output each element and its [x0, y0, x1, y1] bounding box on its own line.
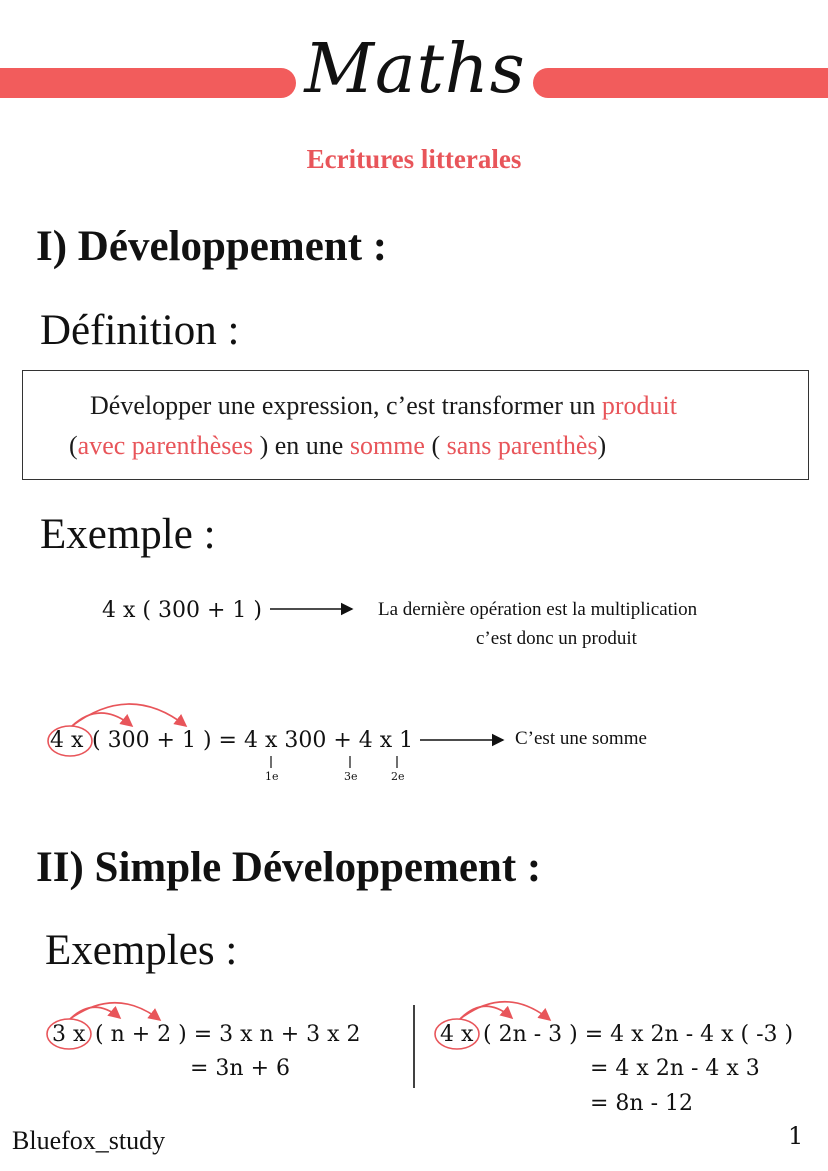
definition-text-1: Développer une expression, c’est transformer un — [90, 391, 596, 420]
section2-heading: II) Simple Développement : — [36, 844, 542, 891]
example2-expression: ( 300 + 1 ) = 4 x 300 + 4 x 1 — [92, 728, 414, 753]
left-arc-1 — [70, 1007, 120, 1019]
definition-keyword-somme: somme — [349, 431, 425, 460]
left-factor-circle — [47, 1019, 91, 1049]
right-example-line1: ( 2n - 3 ) = 4 x 2n - 4 x ( -3 ) — [483, 1022, 794, 1047]
footer-author: Bluefox_study — [12, 1126, 166, 1155]
right-example-factor: 4 x — [440, 1022, 474, 1047]
example2-note: C’est une somme — [515, 728, 647, 749]
definition-keyword-produit: produit — [601, 391, 677, 420]
left-example-line2: = 3n + 6 — [190, 1056, 291, 1081]
example1-note-line2: c’est donc un produit — [476, 628, 637, 649]
example-label: Exemple : — [40, 511, 216, 558]
order-label-1: 1e — [265, 770, 279, 783]
order-label-2: 2e — [391, 770, 405, 783]
example1-expression: 4 x ( 300 + 1 ) — [102, 598, 262, 623]
examples-label: Exemples : — [45, 927, 238, 974]
section1-heading: I) Développement : — [36, 223, 388, 270]
page-title: Maths — [304, 30, 526, 109]
paren-open-2: ( — [431, 431, 441, 460]
left-arc-2 — [70, 1003, 160, 1020]
page-subtitle: Ecritures litterales — [306, 144, 522, 174]
paren-open: ( — [69, 431, 78, 460]
right-factor-circle — [435, 1019, 479, 1049]
example1-note-line1: La dernière opération est la multiplication — [378, 599, 698, 620]
definition-keyword-sans: sans parenthès — [446, 431, 598, 460]
example2-factor-circle — [48, 726, 92, 756]
definition-keyword-avec: avec parenthèses — [77, 431, 254, 460]
right-example-line2: = 4 x 2n - 4 x 3 — [590, 1056, 760, 1081]
order-label-3: 3e — [344, 770, 358, 783]
left-example-line1: ( n + 2 ) = 3 x n + 3 x 2 — [95, 1022, 361, 1047]
paren-close: ) — [597, 431, 607, 460]
right-arc-2 — [460, 1002, 550, 1020]
definition-text-2: ) en une — [259, 431, 344, 460]
definition-label: Définition : — [40, 307, 240, 354]
page-number: 1 — [788, 1122, 804, 1150]
right-example-line3: = 8n - 12 — [590, 1091, 694, 1116]
example2-factor: 4 x — [50, 728, 84, 753]
left-example-factor: 3 x — [52, 1022, 86, 1047]
